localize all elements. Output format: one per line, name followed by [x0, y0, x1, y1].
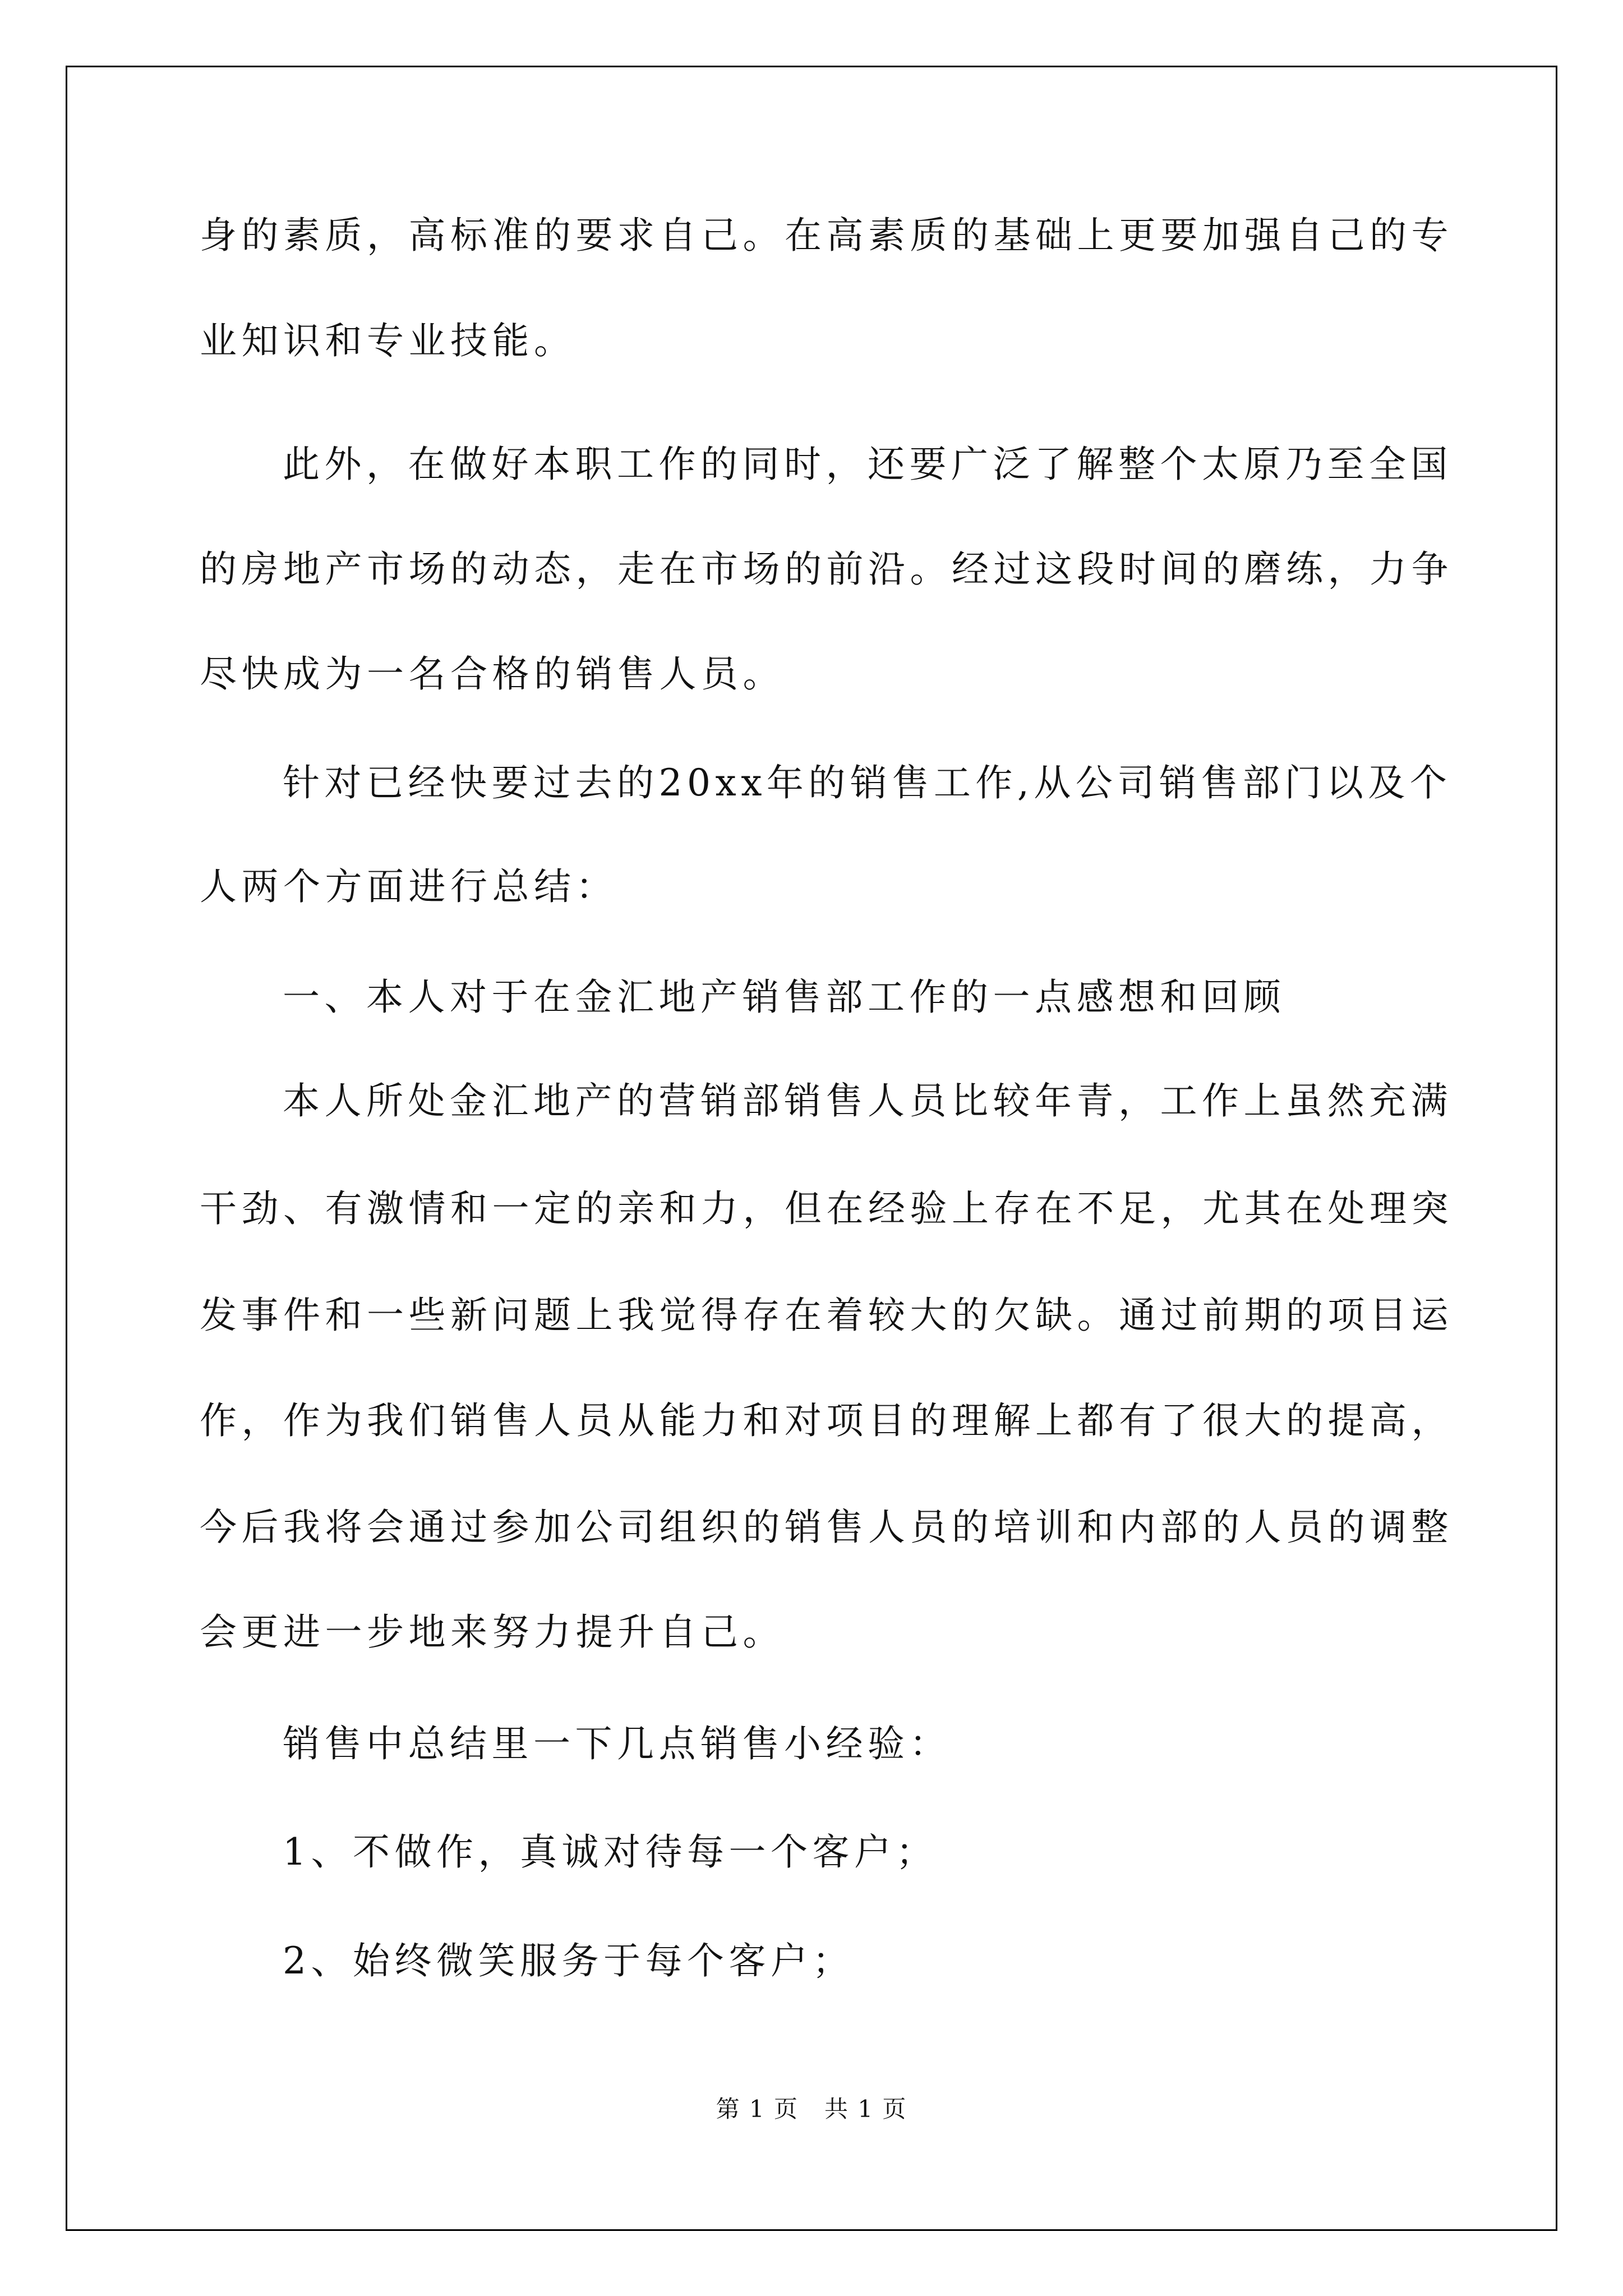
paragraph-start: 针对已经快要过去的20xx年的销售工作,从公司销售部门以及个	[283, 761, 1452, 804]
page-number: 第 1 页	[716, 2095, 799, 2123]
list-item: 2、始终微笑服务于每个客户；	[283, 1939, 854, 1982]
paragraph-start: 此外，在做好本职工作的同时，还要广泛了解整个太原乃至全国	[283, 443, 1453, 486]
paragraph-start: 本人所处金汇地产的营销部销售人员比较年青，工作上虽然充满	[283, 1079, 1453, 1122]
text-line: 人两个方面进行总结：	[200, 865, 617, 908]
text-line: 今后我将会通过参加公司组织的销售人员的培训和内部的人员的调整	[200, 1506, 1453, 1549]
text-line: 的房地产市场的动态，走在市场的前沿。经过这段时间的磨练，力争	[200, 547, 1453, 591]
text-line: 尽快成为一名合格的销售人员。	[200, 652, 785, 696]
paragraph-start: 销售中总结里一下几点销售小经验：	[283, 1722, 951, 1765]
text-line: 作，作为我们销售人员从能力和对项目的理解上都有了很大的提高，	[200, 1399, 1453, 1442]
list-item: 1、不做作，真诚对待每一个客户；	[283, 1830, 938, 1874]
page-border	[66, 66, 1557, 2231]
section-heading: 一、本人对于在金汇地产销售部工作的一点感想和回顾	[283, 976, 1285, 1019]
text-line: 发事件和一些新问题上我觉得存在着较大的欠缺。通过前期的项目运	[200, 1294, 1453, 1337]
text-line: 会更进一步地来努力提升自己。	[200, 1611, 785, 1654]
text-line: 业知识和专业技能。	[200, 319, 576, 362]
text-line: 干劲、有激情和一定的亲和力，但在经验上存在不足，尤其在处理突	[200, 1187, 1453, 1230]
page-total: 共 1 页	[824, 2095, 907, 2123]
text-line: 身的素质，高标准的要求自己。在高素质的基础上更要加强自己的专	[200, 214, 1453, 257]
page-footer	[0, 2095, 1623, 2123]
